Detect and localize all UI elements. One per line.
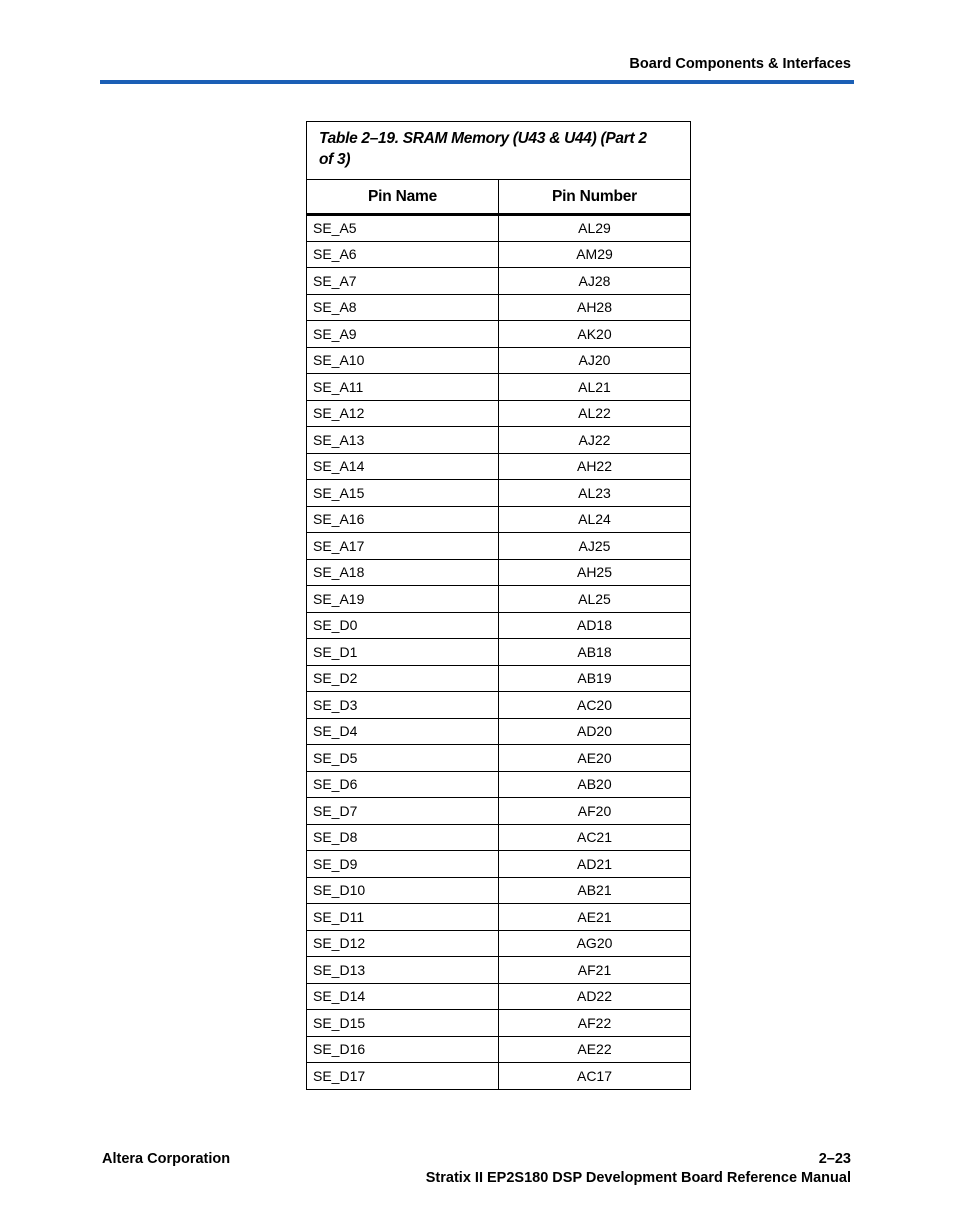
pin-name-cell: SE_D14: [307, 983, 499, 1010]
table-row: [307, 480, 691, 507]
pin-name-cell: SE_D10: [307, 877, 499, 904]
pin-number-cell: AB21: [499, 877, 691, 904]
table-row: [307, 904, 691, 931]
pin-name-cell: SE_A5: [307, 215, 499, 242]
table-row: [307, 294, 691, 321]
pin-number-cell: AJ22: [499, 427, 691, 454]
pin-name-cell: SE_D1: [307, 639, 499, 666]
pin-number-cell: AC17: [499, 1063, 691, 1090]
table-row: [307, 665, 691, 692]
table-row: [307, 824, 691, 851]
table-row: [307, 215, 691, 242]
pin-name-cell: SE_D16: [307, 1036, 499, 1063]
pin-name-cell: SE_D2: [307, 665, 499, 692]
table-row: [307, 877, 691, 904]
table-row: [307, 347, 691, 374]
table-row: [307, 930, 691, 957]
table-row: [307, 374, 691, 401]
pin-table-container: [306, 121, 691, 1090]
pin-number-cell: AJ20: [499, 347, 691, 374]
footer-manual-title: Stratix II EP2S180 DSP Development Board Reference Manual: [425, 1170, 851, 1186]
pin-number-cell: AE21: [499, 904, 691, 931]
pin-number-cell: AL21: [499, 374, 691, 401]
pin-number-cell: AL23: [499, 480, 691, 507]
table-row: [307, 506, 691, 533]
table-row: [307, 453, 691, 480]
column-header-pin-number: Pin Number: [499, 180, 691, 215]
sram-pin-table: [306, 121, 691, 1090]
pin-number-cell: AL24: [499, 506, 691, 533]
pin-number-cell: AF22: [499, 1010, 691, 1037]
pin-number-cell: AH22: [499, 453, 691, 480]
pin-name-cell: SE_D8: [307, 824, 499, 851]
table-row: [307, 745, 691, 772]
pin-name-cell: SE_D0: [307, 612, 499, 639]
pin-name-cell: SE_A12: [307, 400, 499, 427]
pin-name-cell: SE_A17: [307, 533, 499, 560]
pin-number-cell: AD21: [499, 851, 691, 878]
section-header-title: Board Components & Interfaces: [629, 56, 851, 72]
table-caption-row: [307, 122, 691, 180]
pin-name-cell: SE_A19: [307, 586, 499, 613]
table-body: [307, 215, 691, 1090]
table-row: [307, 771, 691, 798]
pin-number-cell: AM29: [499, 241, 691, 268]
table-row: [307, 321, 691, 348]
pin-name-cell: SE_A9: [307, 321, 499, 348]
pin-name-cell: SE_D13: [307, 957, 499, 984]
pin-number-cell: AH28: [499, 294, 691, 321]
pin-name-cell: SE_D4: [307, 718, 499, 745]
table-row: [307, 586, 691, 613]
pin-name-cell: SE_A15: [307, 480, 499, 507]
pin-number-cell: AD18: [499, 612, 691, 639]
table-header-row: [307, 180, 691, 215]
pin-name-cell: SE_D5: [307, 745, 499, 772]
table-caption: Table 2–19. SRAM Memory (U43 & U44) (Part 2 of 3): [319, 130, 647, 168]
pin-number-cell: AF21: [499, 957, 691, 984]
footer-page-number: 2–23: [818, 1151, 851, 1167]
pin-name-cell: SE_A7: [307, 268, 499, 295]
table-row: [307, 241, 691, 268]
pin-number-cell: AK20: [499, 321, 691, 348]
pin-number-cell: AC20: [499, 692, 691, 719]
pin-name-cell: SE_D7: [307, 798, 499, 825]
pin-name-cell: SE_A10: [307, 347, 499, 374]
table-row: [307, 268, 691, 295]
pin-name-cell: SE_A6: [307, 241, 499, 268]
table-row: [307, 1010, 691, 1037]
pin-name-cell: SE_A13: [307, 427, 499, 454]
table-row: [307, 427, 691, 454]
pin-name-cell: SE_D3: [307, 692, 499, 719]
pin-number-cell: AL25: [499, 586, 691, 613]
pin-number-cell: AL29: [499, 215, 691, 242]
pin-number-cell: AB19: [499, 665, 691, 692]
pin-name-cell: SE_D15: [307, 1010, 499, 1037]
pin-number-cell: AB18: [499, 639, 691, 666]
pin-number-cell: AB20: [499, 771, 691, 798]
table-caption-cell: [307, 122, 691, 180]
pin-number-cell: AH25: [499, 559, 691, 586]
pin-number-cell: AD20: [499, 718, 691, 745]
pin-name-cell: SE_A11: [307, 374, 499, 401]
table-row: [307, 1063, 691, 1090]
table-row: [307, 1036, 691, 1063]
column-header-pin-name: Pin Name: [307, 180, 499, 215]
table-row: [307, 983, 691, 1010]
table-row: [307, 533, 691, 560]
pin-number-cell: AD22: [499, 983, 691, 1010]
pin-name-cell: SE_D11: [307, 904, 499, 931]
pin-number-cell: AJ28: [499, 268, 691, 295]
pin-number-cell: AF20: [499, 798, 691, 825]
pin-name-cell: SE_A18: [307, 559, 499, 586]
table-row: [307, 639, 691, 666]
pin-name-cell: SE_D6: [307, 771, 499, 798]
table-row: [307, 851, 691, 878]
pin-number-cell: AE20: [499, 745, 691, 772]
table-row: [307, 400, 691, 427]
pin-name-cell: SE_D12: [307, 930, 499, 957]
table-row: [307, 692, 691, 719]
pin-number-cell: AL22: [499, 400, 691, 427]
pin-name-cell: SE_A14: [307, 453, 499, 480]
header-rule: [100, 80, 854, 84]
footer-company: Altera Corporation: [102, 1151, 231, 1167]
table-row: [307, 718, 691, 745]
pin-name-cell: SE_D9: [307, 851, 499, 878]
pin-number-cell: AE22: [499, 1036, 691, 1063]
pin-name-cell: SE_A8: [307, 294, 499, 321]
table-row: [307, 798, 691, 825]
table-row: [307, 957, 691, 984]
pin-name-cell: SE_A16: [307, 506, 499, 533]
pin-number-cell: AG20: [499, 930, 691, 957]
table-row: [307, 612, 691, 639]
table-row: [307, 559, 691, 586]
pin-name-cell: SE_D17: [307, 1063, 499, 1090]
pin-number-cell: AC21: [499, 824, 691, 851]
pin-number-cell: AJ25: [499, 533, 691, 560]
